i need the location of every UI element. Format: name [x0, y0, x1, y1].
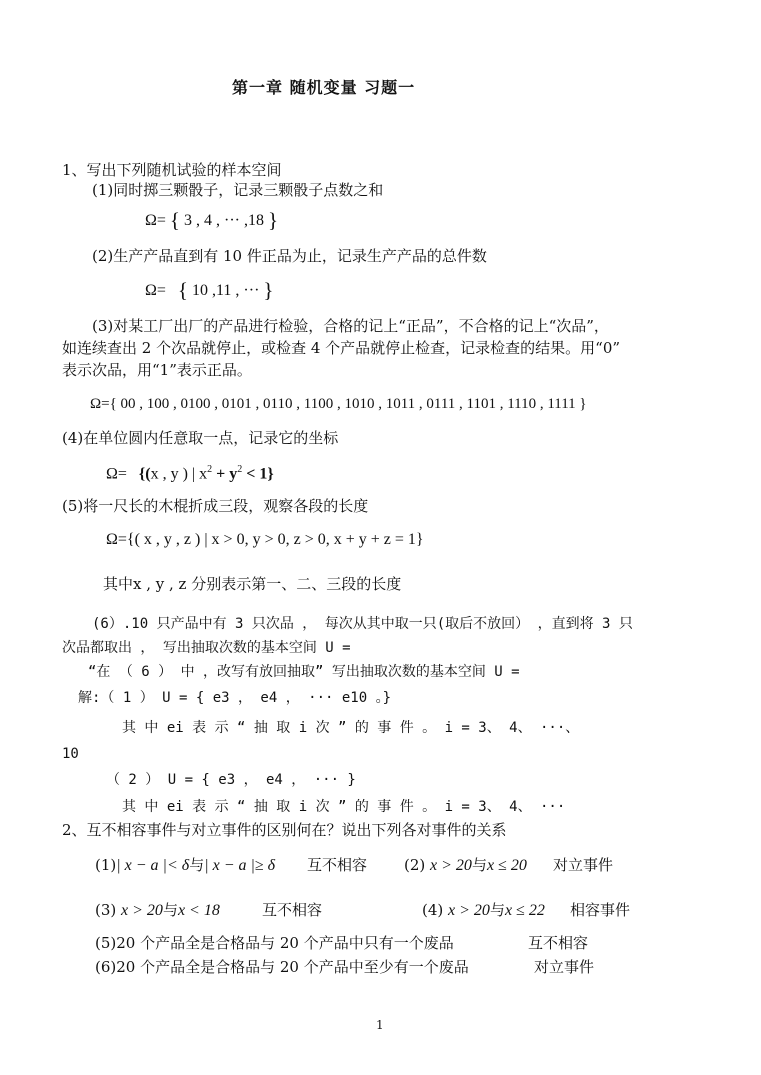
- set-close: < 1}: [242, 465, 274, 483]
- set-open: {(: [138, 465, 151, 483]
- page-number: 1: [376, 1018, 384, 1032]
- brace-open: {: [169, 208, 181, 232]
- q2-item5-relation: 互不相容: [528, 934, 589, 952]
- q2-item1-relation: 互不相容: [307, 856, 368, 874]
- set-body-a: x , y ) | x: [150, 465, 208, 483]
- brace-close: }: [268, 208, 279, 232]
- q2-item3-relation: 互不相容: [262, 901, 323, 919]
- q1-part6-line2: 次品都取出 ， 写出抽取次数的基本空间 U =: [62, 640, 351, 656]
- exponent-x: 2: [207, 464, 213, 475]
- q2-item4: [422, 900, 545, 921]
- q2-item5-text: (5)20 个产品全是合格品与 20 个产品中只有一个废品: [95, 934, 454, 952]
- page-title: 第一章 随机变量 习题一: [232, 78, 416, 97]
- omega-label: Ω=: [145, 282, 166, 299]
- q1-part5-text: (5)将一尺长的木棍折成三段，观察各段的长度: [62, 497, 369, 515]
- q1-part3-omega: Ω={ 00 , 100 , 0100 , 0101 , 0110 , 1100 , 1010 , 1011 , 0111 , 1101 , 1110 , 1111 }: [90, 396, 587, 412]
- q1-part3-line3: 表示次品，用“1”表示正品。: [62, 361, 252, 379]
- conj: 与: [162, 901, 178, 919]
- expr-b: x < 18: [177, 902, 220, 919]
- q2-item2: [404, 855, 527, 876]
- q1-part6-solution1-desc: 其 中 ei 表 示 “ 抽 取 i 次 ” 的 事 件 。 i = 3、 4、 ···、: [122, 720, 580, 736]
- q2-item6-relation: 对立事件: [534, 958, 595, 976]
- expr-b: | x − a |≥ δ: [204, 857, 276, 874]
- exponent-y: 2: [237, 464, 243, 475]
- conj: 与: [489, 901, 505, 919]
- q2-item1: [95, 855, 275, 876]
- q2-item6-text: (6)20 个产品全是合格品与 20 个产品中至少有一个废品: [95, 958, 469, 976]
- q1-part4-omega: [106, 460, 274, 484]
- q1-part6-solution1: 解:（ 1 ） U = { e3 ， e4 ， ··· e10 。}: [78, 690, 392, 706]
- omega-label: Ω=: [145, 212, 166, 229]
- q1-part1-omega: [145, 210, 278, 231]
- q1-part2-text: (2)生产产品直到有 10 件正品为止，记录生产产品的总件数: [92, 247, 487, 265]
- q1-heading: 1、写出下列随机试验的样本空间: [62, 161, 282, 179]
- q1-part1-text: (1)同时掷三颗骰子，记录三颗骰子点数之和: [92, 181, 384, 199]
- set-body-c: + y: [212, 465, 238, 483]
- q2-heading: 2、互不相容事件与对立事件的区别何在？说出下列各对事件的关系: [62, 821, 507, 839]
- q2-item4-relation: 相容事件: [570, 901, 631, 919]
- expr-a: x > 20: [448, 902, 490, 919]
- q1-part6-line1: (6）.10 只产品中有 3 只次品 ， 每次从其中取一只(取后不放回） ，直到将 3 只: [92, 616, 633, 632]
- q1-part2-omega: [145, 280, 274, 301]
- q1-part6-solution1-desc-cont: 10: [62, 746, 79, 762]
- expr-a: | x − a |< δ: [116, 857, 190, 874]
- q1-part5-omega: Ω={( x , y , z ) | x > 0, y > 0, z > 0, x + y + z = 1}: [106, 531, 424, 548]
- item-number: (2): [404, 856, 426, 874]
- q1-part3-line1: (3)对某工厂出厂的产品进行检验，合格的记上“正品”，不合格的记上“次品”，: [92, 317, 609, 335]
- omega-label: Ω=: [106, 465, 127, 483]
- conj: 与: [471, 856, 487, 874]
- q1-part6-line3: “在 （ 6 ） 中 ，改写有放回抽取” 写出抽取次数的基本空间 U =: [88, 664, 520, 680]
- item-number: (1): [95, 856, 117, 874]
- expr-b: x ≤ 22: [504, 902, 545, 919]
- expr-a: x > 20: [121, 902, 163, 919]
- brace-close: }: [263, 278, 274, 302]
- expr-b: x ≤ 20: [486, 857, 527, 874]
- q2-item3: [95, 900, 220, 921]
- q1-part6-solution2-desc: 其 中 ei 表 示 “ 抽 取 i 次 ” 的 事 件 。 i = 3、 4、 ···: [122, 799, 566, 815]
- brace-open: {: [177, 278, 189, 302]
- sample-space-set: 3 , 4 , ··· ,18: [184, 212, 264, 229]
- item-number: (3): [95, 901, 117, 919]
- q2-item2-relation: 对立事件: [553, 856, 614, 874]
- q1-part5-note: 其中x , y , z 分别表示第一、二、三段的长度: [103, 575, 402, 593]
- q1-part6-solution2: （ 2 ） U = { e3 ， e4 ， ··· }: [106, 772, 356, 788]
- conj: 与: [189, 856, 205, 874]
- sample-space-set: 10 ,11 , ···: [192, 282, 260, 299]
- q1-part3-line2: 如连续查出 2 个次品就停止，或检查 4 个产品就停止检查，记录检查的结果。用“0”: [62, 339, 621, 357]
- q1-part4-text: (4)在单位圆内任意取一点，记录它的坐标: [62, 429, 339, 447]
- expr-a: x > 20: [430, 857, 472, 874]
- item-number: (4): [422, 901, 444, 919]
